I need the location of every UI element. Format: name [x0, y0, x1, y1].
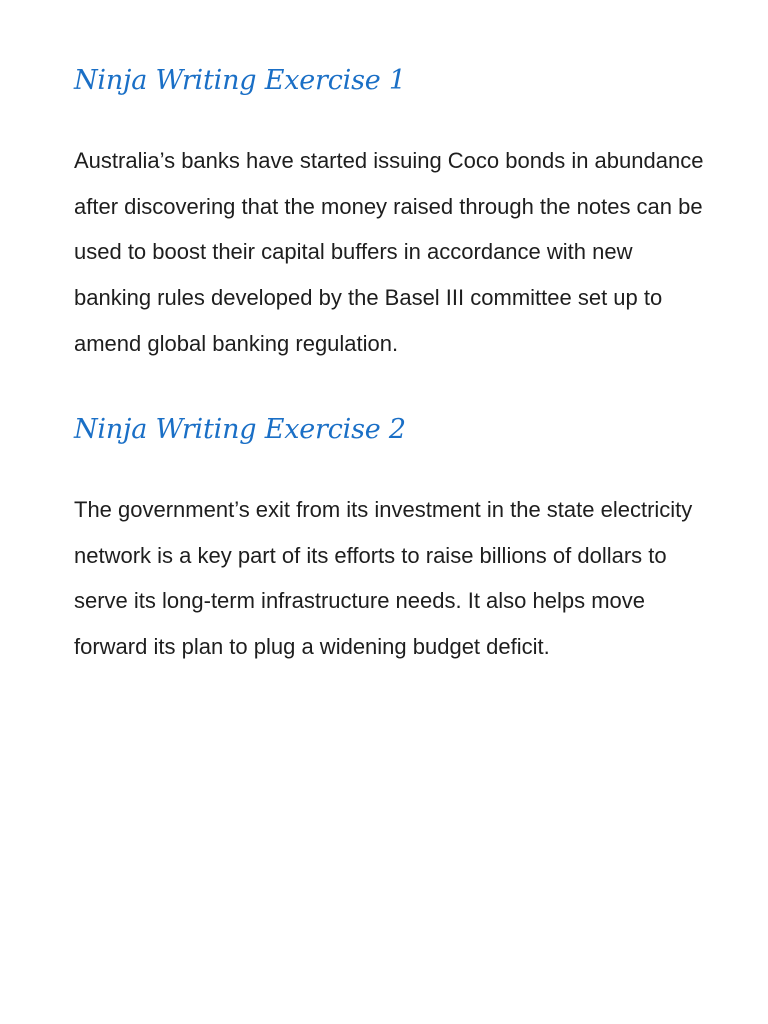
- exercise-2-heading: Ninja Writing Exercise 2: [74, 414, 406, 445]
- exercise-1-paragraph: Australia’s banks have started issuing Coco bonds in abundance after discovering that the money raised through the notes can be used to boost their capital buffers in accordance with new banking rules developed by the Basel III committee set up to amend global banking regulation.: [74, 148, 704, 356]
- exercise-1-heading: Ninja Writing Exercise 1: [74, 65, 406, 96]
- exercise-section-1: [74, 62, 704, 367]
- exercise-section-2: [74, 411, 704, 670]
- exercise-2-paragraph: The government’s exit from its investment in the state electricity network is a key part of its efforts to raise billions of dollars to serve its long-term infrastructure needs. It also helps move forward its plan to plug a widening budget deficit.: [74, 497, 693, 660]
